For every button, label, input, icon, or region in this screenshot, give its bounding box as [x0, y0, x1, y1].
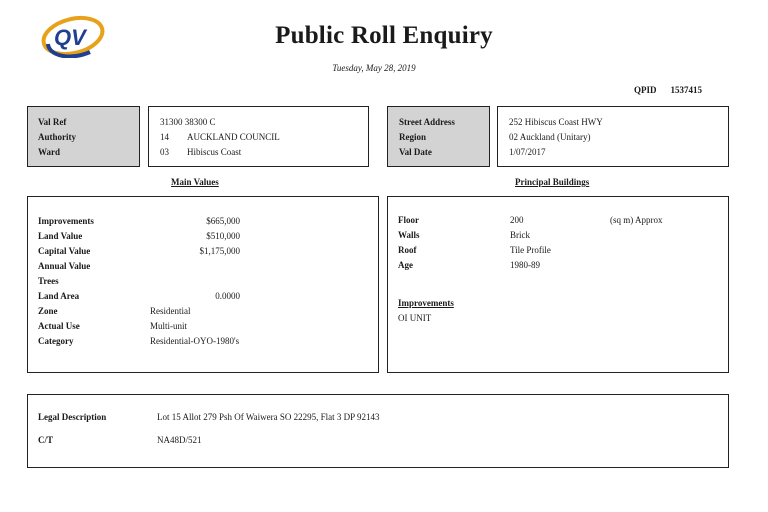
page-title: Public Roll Enquiry — [275, 22, 493, 49]
valuation-values-box — [148, 106, 369, 167]
valuation-labels-box — [27, 106, 140, 167]
region-label: Region — [399, 132, 426, 142]
trees-row: Trees — [38, 276, 59, 286]
qpid-label: QPID — [634, 85, 657, 95]
report-date: Tuesday, May 28, 2019 — [332, 63, 416, 73]
category-row: Category Residential-OYO-1980's — [38, 336, 240, 346]
principal-buildings-title: Principal Buildings — [515, 177, 590, 187]
authority-label: Authority — [38, 132, 76, 142]
logo-text: QV — [54, 25, 86, 50]
val-ref-label: Val Ref — [38, 117, 67, 127]
land-value-row: Land Value $510,000 — [38, 231, 240, 241]
street-address-value: 252 Hibiscus Coast HWY — [509, 117, 603, 127]
authority-value: 14 AUCKLAND COUNCIL — [160, 132, 280, 142]
val-date-label: Val Date — [399, 147, 432, 157]
land-area-row: Land Area 0.0000 — [38, 291, 240, 301]
ward-label: Ward — [38, 147, 61, 157]
val-date-value: 1/07/2017 — [509, 147, 546, 157]
main-values-title: Main Values — [171, 177, 219, 187]
legal-box — [27, 394, 729, 468]
floor-row: Floor 200 (sq m) Approx — [398, 215, 663, 225]
actual-use-row: Actual Use Multi-unit — [38, 321, 188, 331]
annual-value-row: Annual Value — [38, 261, 91, 271]
improvements-heading: Improvements — [398, 298, 454, 308]
address-labels-box — [387, 106, 490, 167]
improvements-row: Improvements $665,000 — [38, 216, 240, 226]
ward-value: 03 Hibiscus Coast — [160, 147, 242, 157]
street-address-label: Street Address — [399, 117, 455, 127]
roof-row: Roof Tile Profile — [398, 245, 551, 255]
address-values-box — [497, 106, 729, 167]
legal-description-row: Legal Description Lot 15 Allot 279 Psh Of Waiwera SO 22295, Flat 3 DP 92143 — [38, 412, 380, 422]
ct-row: C/T NA48D/521 — [38, 435, 202, 445]
qpid — [634, 85, 702, 95]
age-row: Age 1980-89 — [398, 260, 540, 270]
qpid-value: 1537415 — [670, 85, 702, 95]
zone-row: Zone Residential — [38, 306, 191, 316]
capital-value-row: Capital Value $1,175,000 — [38, 246, 240, 256]
walls-row: Walls Brick — [398, 230, 530, 240]
principal-buildings-box — [387, 196, 729, 373]
val-ref-value: 31300 38300 C — [160, 117, 216, 127]
main-values-box — [27, 196, 379, 373]
region-value: 02 Auckland (Unitary) — [509, 132, 591, 142]
improvements-value: OI UNIT — [398, 313, 432, 323]
